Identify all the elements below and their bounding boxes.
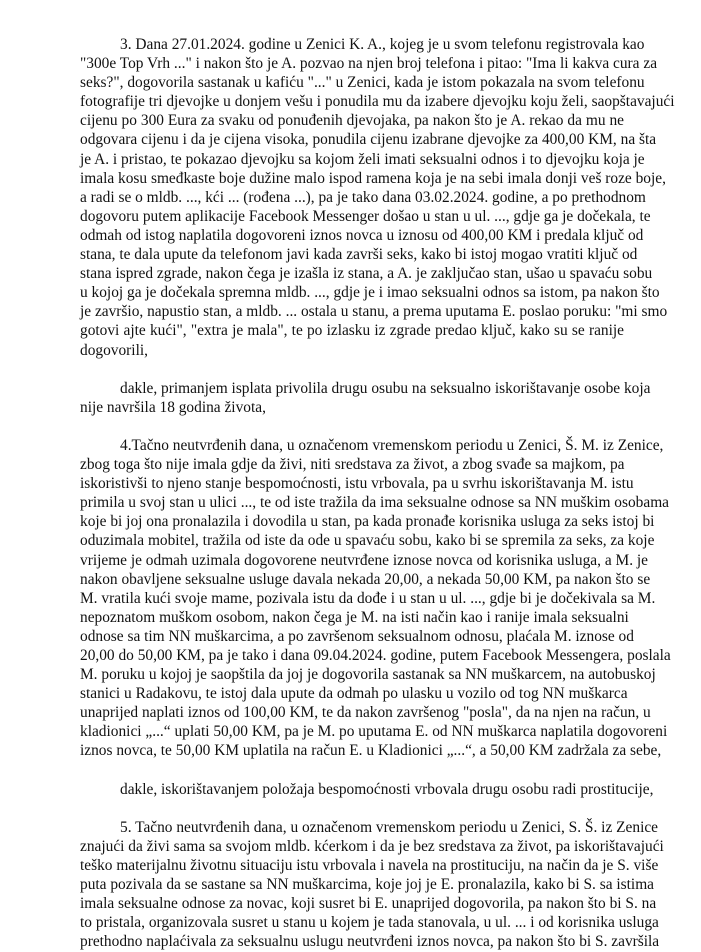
- text-line: M. vratila kući svoje mame, pozivala istu da dođe i u stan u ul. ..., gdje bi je dočekivala sa M.: [80, 589, 656, 607]
- text-line: 20,00 do 50,00 KM, pa je tako i dana 09.04.2024. godine, putem Facebook Messengera, poslala: [80, 647, 671, 664]
- paragraph-3: [80, 35, 675, 360]
- text-line: odgovara cijenu i da je cijena visoka, ponudila cijenu izabrane djevojke za 400,00 KM, na šta: [80, 131, 657, 149]
- text-line: 3. Dana 27.01.2024. godine u Zenici K. A., kojeg je u svom telefonu registrovala kao: [120, 36, 645, 53]
- text-line: kladionici „...“ uplati 50,00 KM, pa je M. po uputama E. od NN muškarca naplatila dogovoreni: [80, 723, 668, 741]
- text-line: nakon obavljene seksualne usluge davala nekada 20,00, a nekada 50,00 KM, pa nakon što se: [80, 570, 651, 588]
- text-line: imala seksualne odnose za novac, koji susret bi E. unaprijed dogovorila, pa nakon što bi S. na: [80, 895, 657, 913]
- text-line: iskoristivši to njeno stanje bespomoćnosti, istu vrbovala, pa u svrhu iskorištavanja M. istu: [80, 475, 634, 493]
- text-line: puta pozivala da se sastane sa NN muškarcima, koje joj je E. pronalazila, kako bi S. sa istima: [80, 876, 654, 894]
- paragraph-gap: [80, 799, 624, 818]
- text-line: "300e Top Vrh ..." i nakon što je A. pozvao na njen broj telefona i pitao: "Ima li kakva cura za: [80, 55, 658, 73]
- text-line: teško materijalnu životnu situaciju istu vrbovala i navela na prostituciju, na način da je S. više: [80, 857, 659, 875]
- text-line: odnose sa tim NN muškarcima, a po završenom seksualnom odnosu, plaćala M. iznose od: [80, 627, 634, 645]
- text-line: koje bi joj ona pronalazila i dovodila u stan, pa kada pronađe korisnika usluga za seks istoj bi: [80, 513, 655, 531]
- text-line: cijenu po 300 Eura za svaku od ponuđenih djevojaka, pa nakon što je A. rekao da mu ne: [80, 112, 624, 130]
- paragraph-4: [80, 436, 671, 761]
- paragraph-5: [80, 818, 664, 952]
- text-line: 4.Tačno neutvrđenih dana, u označenom vremenskom periodu u Zenici, Š. M. iz Zenice,: [120, 436, 664, 454]
- paragraph-3-conclusion: [80, 379, 651, 417]
- text-line: nepoznatom muškom osobom, nakon čega je M. na isti način kao i ranije imala seksualni: [80, 608, 629, 626]
- text-line: to pristala, organizovala susret u stanu u kojem je tada stanovala, u ul. ... i od korisnika usluga: [80, 914, 659, 932]
- text-line: znajući da živi sama sa svojom mldb. kćerkom i da je bez sredstava za život, pa iskorištavajući: [80, 837, 664, 855]
- text-line: odmah od istog naplatila dogovoreni iznos novca u iznosu od 400,00 KM i predala ključ od: [80, 226, 644, 244]
- text-line: fotografije tri djevojke u donjem vešu i ponudila mu da izabere djevojku koju želi, saopštavajući: [80, 93, 675, 111]
- text-line: 5. Tačno neutvrđenih dana, u označenom vremenskom periodu u Zenici, S. Š. iz Zenice: [120, 818, 659, 836]
- text-line: imala kosu smeđkaste boje dužine malo ispod ramena koja je na sebi imala donji veš roze boje,: [80, 169, 666, 187]
- text-line: dogovorili,: [80, 341, 148, 359]
- text-line: dakle, iskorištavanjem položaja bespomoćnosti vrbovala drugu osobu radi prostitucije,: [120, 780, 654, 798]
- text-line: prethodno naplaćivala za seksualnu uslugu neutvrđeni iznos novca, pa nakon što bi S. završila: [80, 933, 660, 951]
- text-line: oduzimala mobitel, tražila od iste da ode u spavaću sobu, kako bi se spremila za seks, za koje: [80, 532, 655, 550]
- text-line: seks?", dogovorila sastanak u kafiću "..." u Zenici, kada je istom pokazala na svom telefonu: [80, 74, 645, 92]
- text-line: unaprijed naplati iznos od 100,00 KM, te da nakon završenog "posla", da na njen na račun, u: [80, 704, 651, 722]
- text-line: vrijeme je odmah uzimala dogovorene neutvrđene iznose novca od korisnika usluga, a M. je: [80, 551, 648, 569]
- paragraph-gap: [80, 417, 624, 436]
- document-page: [80, 35, 675, 952]
- text-line: nije navršila 18 godina života,: [80, 398, 266, 416]
- text-line: stanici u Radakovu, te istoj dala upute da odmah po ulasku u vozilo od tog NN muškarca: [80, 685, 628, 703]
- text-line: M. poruku u kojoj je saopštila da joj je dogovorila sastanak sa NN muškarcem, na autobuskoj: [80, 666, 656, 684]
- text-line: je A. i pristao, te pokazao djevojku sa kojom želi imati seksualni odnos i to djevojku koja je: [80, 150, 645, 168]
- text-line: dogovoru putem aplikacije Facebook Messenger došao u stan u ul. ..., gdje ga je dočekala, te: [80, 207, 651, 225]
- text-line: stana, te dala upute da telefonom javi kada završi seks, kako bi istoj mogao vratiti ključ od: [80, 246, 638, 264]
- paragraph-gap: [80, 360, 624, 379]
- text-line: je završio, napustio stan, a mldb. ... ostala u stanu, a prema uputama E. poslao poruku: "mi smo: [80, 303, 668, 321]
- text-line: primila u svoj stan u ulici ..., te od iste tražila da ima seksualne odnose sa NN muškim osobama: [80, 494, 670, 512]
- text-line: a radi se o mldb. ..., kći ... (rođena ...), pa je tako dana 03.02.2024. godine, a po prethodnom: [80, 188, 646, 206]
- text-line: dakle, primanjem isplata privolila drugu osubu na seksualno iskorištavanje osobe koja: [120, 379, 651, 397]
- text-line: stana ispred zgrade, nakon čega je izašla iz stana, a A. je zaključao stan, ušao u spavaću sobu: [80, 265, 653, 283]
- paragraph-4-conclusion: [80, 780, 654, 799]
- text-line: u kojoj ga je dočekala spremna mldb. ..., gdje je i imao seksualni odnos sa istom, pa nakon što: [80, 284, 660, 302]
- paragraph-gap: [80, 761, 624, 780]
- text-line: gotovi ajte kući", "extra je mala", te po izlasku iz zgrade predao ključ, kako su se ranije: [80, 322, 624, 340]
- text-line: zbog toga što nije imala gdje da živi, niti sredstava za život, a zbog svađe sa majkom, pa: [80, 456, 625, 474]
- text-line: iznos novca, te 50,00 KM uplatila na račun E. u Kladionici „...“, a 50,00 KM zadržala za sebe,: [80, 742, 662, 760]
